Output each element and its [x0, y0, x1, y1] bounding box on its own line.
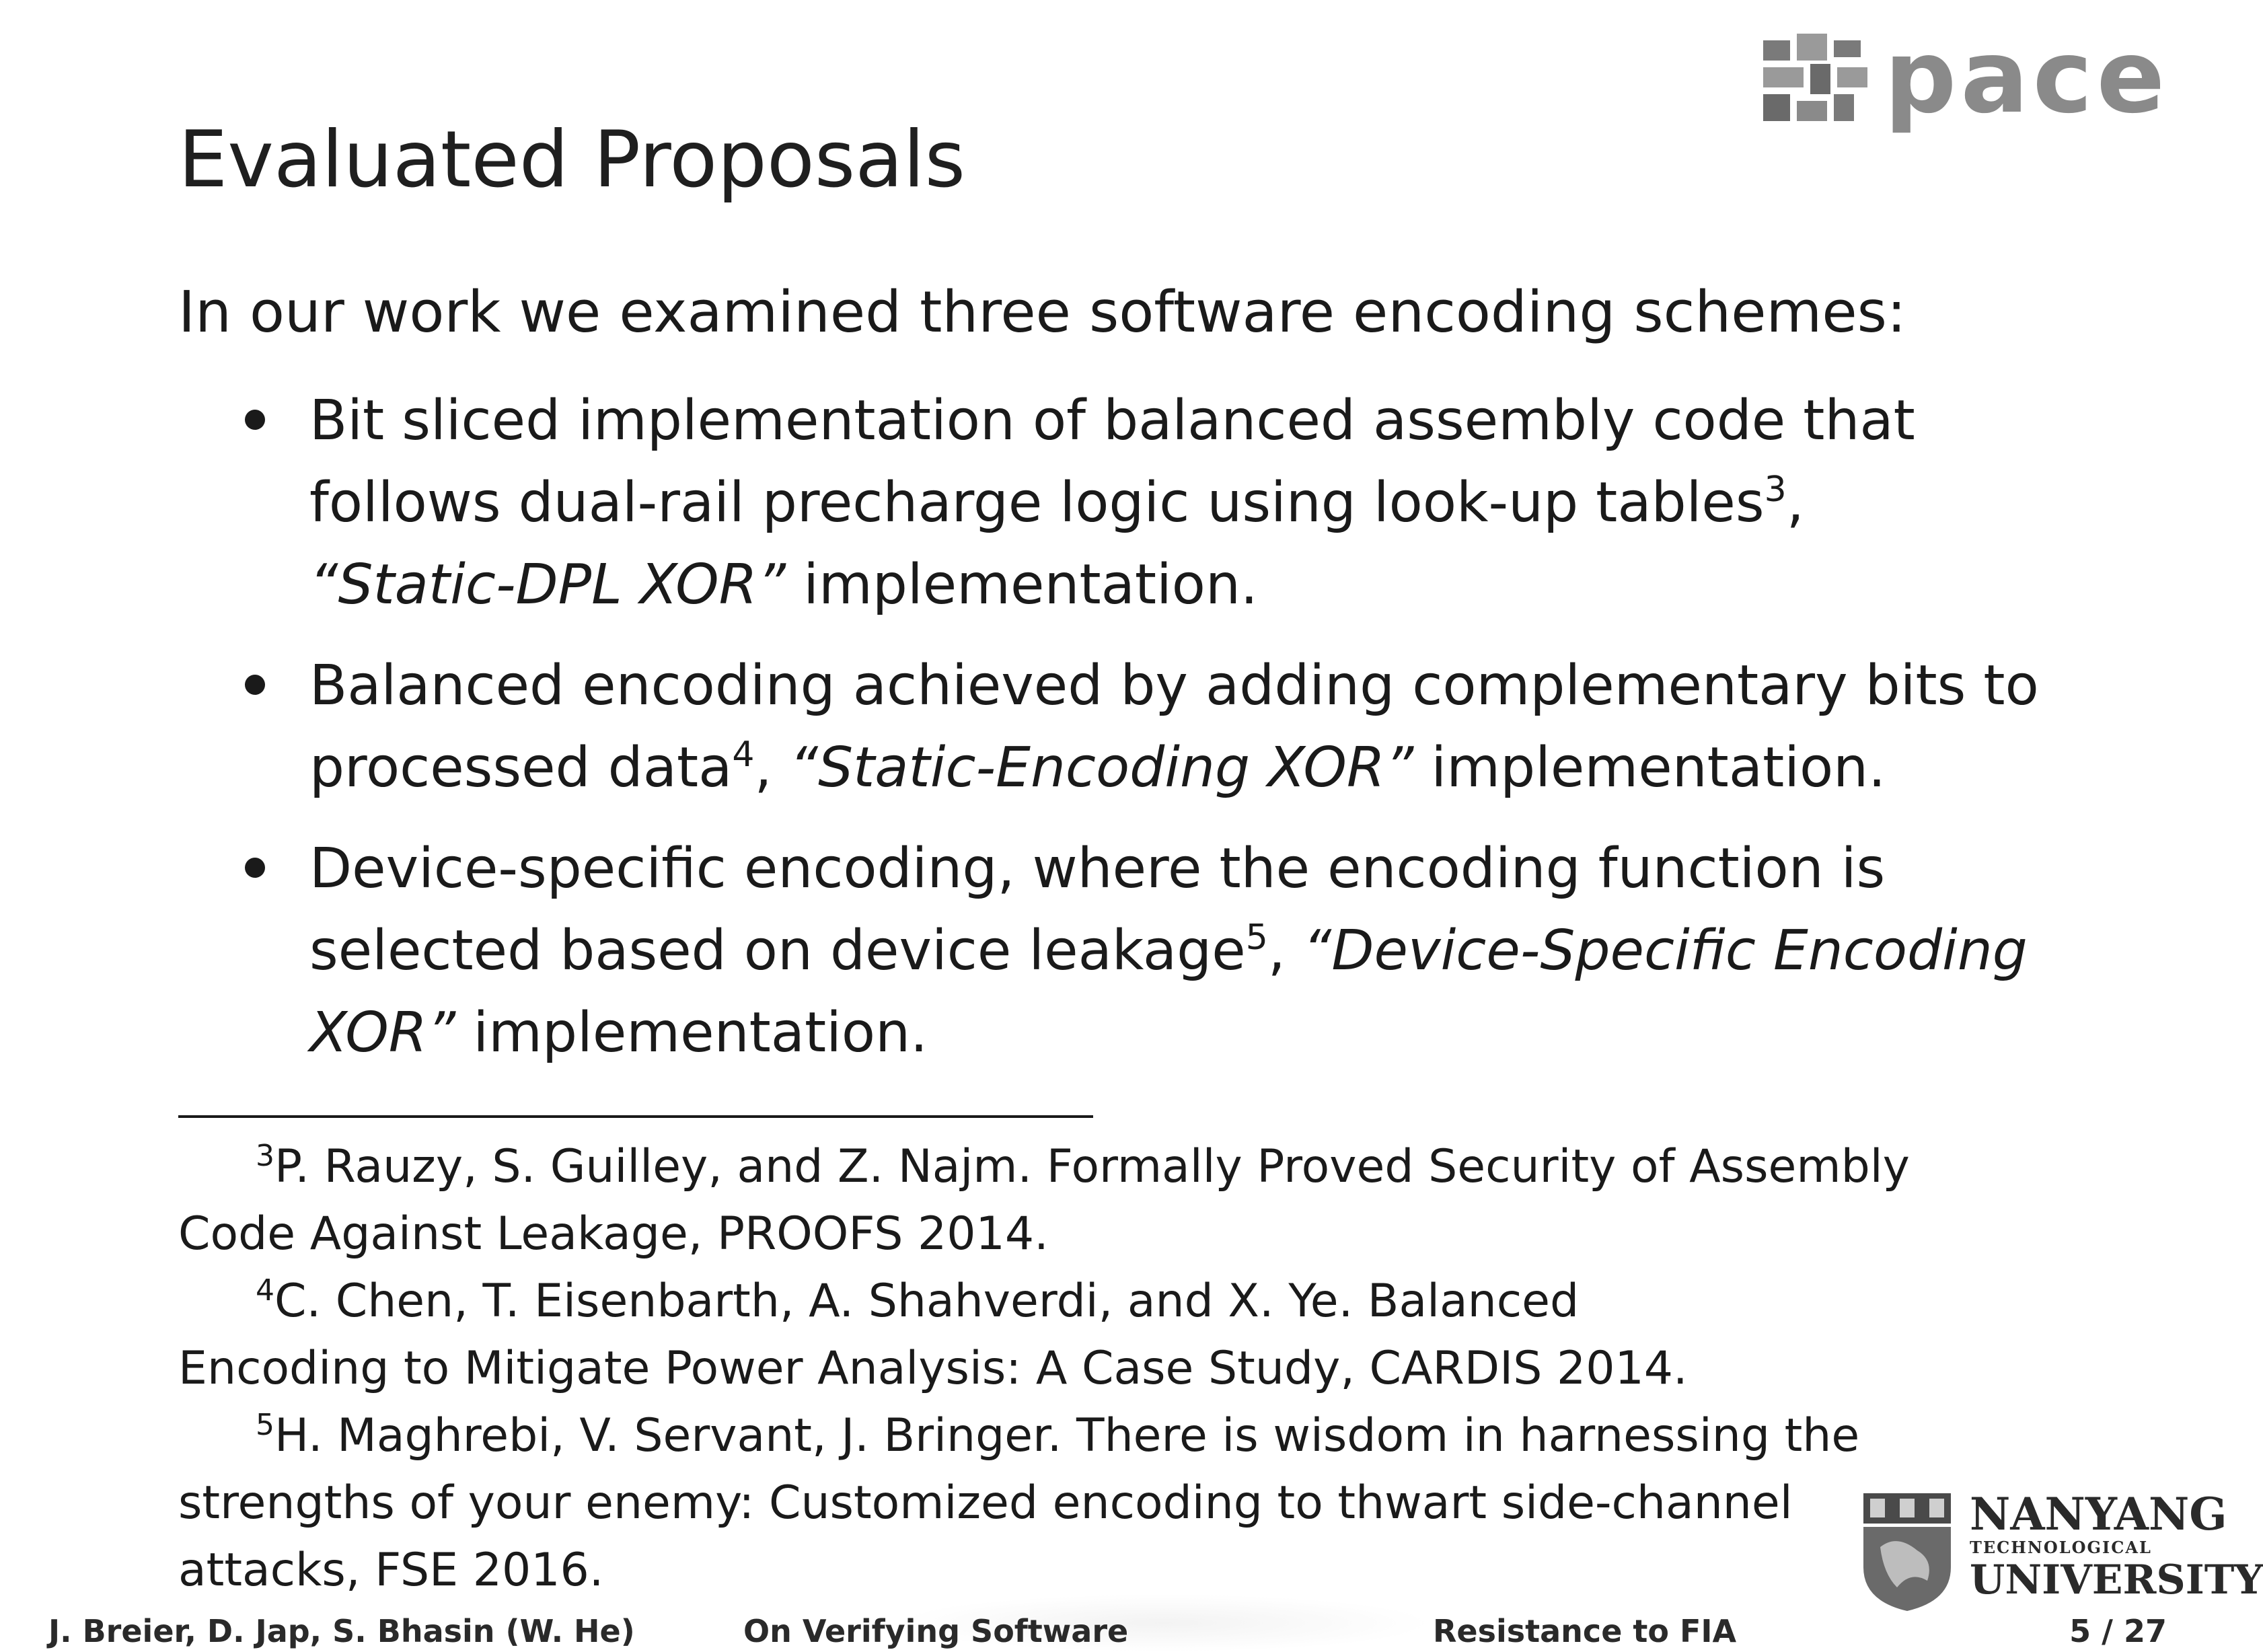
intro-text: In our work we examined three software encoding schemes:: [178, 279, 1906, 346]
list-item: [242, 828, 2085, 1074]
pace-logo-icon: [1756, 27, 1878, 128]
footnote-text: C. Chen, T. Eisenbarth, A. Shahverdi, and X. Ye. Balanced: [274, 1275, 1580, 1328]
footer-authors: J. Breier, D. Jap, S. Bhasin (W. He): [48, 1613, 635, 1649]
footer: [0, 1611, 2207, 1652]
scheme-name: “Static-DPL XOR”: [309, 553, 786, 617]
ntu-name-line: UNIVERSITY: [1970, 1556, 2263, 1604]
bullet-line: [309, 544, 2085, 626]
footnote: [178, 1133, 2048, 1268]
scheme-name: XOR”: [309, 1001, 456, 1065]
bullet-line: Bit sliced implementation of balanced assembly code that: [309, 389, 1915, 453]
footnote: [178, 1268, 2048, 1402]
bullet-text: ,: [1786, 471, 1804, 535]
footnote-line: [178, 1268, 2048, 1335]
bullet-list: [242, 380, 2085, 1093]
scheme-name: “Static-Encoding XOR”: [789, 736, 1414, 800]
footnote: [178, 1402, 2048, 1604]
footnote-line: Encoding to Mitigate Power Analysis: A Case Study, CARDIS 2014.: [178, 1342, 1688, 1395]
pace-wordmark: pace: [1884, 19, 2169, 136]
bullet-text: ,: [1267, 919, 1303, 983]
footnote-text: P. Rauzy, S. Guilley, and Z. Najm. Formally Proved Security of Assembly: [274, 1140, 1910, 1193]
bullet-text: ,: [754, 736, 790, 800]
footnotes: [178, 1133, 2048, 1604]
bullet-line: [309, 910, 2085, 992]
list-item: [242, 380, 2085, 626]
bullet-dot-icon: [245, 675, 265, 695]
bullet-dot-icon: [245, 410, 265, 430]
footnote-ref: 4: [732, 735, 755, 775]
footnote-line: [178, 1402, 2048, 1470]
footnote-line: Code Against Leakage, PROOFS 2014.: [178, 1207, 1049, 1261]
footnote-number: 5: [256, 1408, 274, 1442]
footnote-number: 3: [256, 1139, 274, 1173]
pace-logo: [1756, 19, 2187, 136]
ntu-name-line: TECHNOLOGICAL: [1970, 1538, 2152, 1557]
ntu-crest-icon: [1857, 1487, 1958, 1614]
ntu-name-line: NANYANG: [1970, 1488, 2227, 1540]
scheme-name: “Device-Specific Encoding: [1302, 919, 2028, 983]
bullet-line: [309, 992, 2085, 1074]
footnote-number: 4: [256, 1273, 274, 1308]
bullet-line: [309, 462, 2085, 544]
footnote-text: H. Maghrebi, V. Servant, J. Bringer. There is wisdom in harnessing the: [274, 1409, 1860, 1462]
footnote-ref: 3: [1764, 470, 1787, 510]
footer-talk-title: Resistance to FIA: [1433, 1613, 1737, 1649]
footnote-line: [178, 1133, 2048, 1201]
bullet-text: implementation.: [786, 553, 1258, 617]
footnote-line: attacks, FSE 2016.: [178, 1544, 604, 1597]
bullet-text: implementation.: [455, 1001, 928, 1065]
footnote-ref: 5: [1245, 917, 1268, 958]
bullet-text: selected based on device leakage: [309, 919, 1246, 983]
list-item: [242, 645, 2085, 809]
page-title: Evaluated Proposals: [178, 114, 966, 205]
bullet-text: processed data: [309, 736, 733, 800]
page-number: 5 / 27: [2069, 1613, 2167, 1649]
bullet-line: Device-specific encoding, where the encoding function is: [309, 837, 1886, 901]
bullet-line: [309, 727, 2085, 809]
ntu-wordmark: [1970, 1488, 2263, 1604]
bullet-text: implementation.: [1413, 736, 1886, 800]
ntu-logo: [1857, 1487, 2263, 1621]
footnote-divider: [178, 1115, 1093, 1118]
bullet-text: follows dual-rail precharge logic using look-up tables: [309, 471, 1765, 535]
footer-talk-title: On Verifying Software: [743, 1613, 1129, 1649]
bullet-line: Balanced encoding achieved by adding complementary bits to: [309, 654, 2039, 718]
footnote-line: strengths of your enemy: Customized encoding to thwart side-channel: [178, 1476, 1793, 1530]
bullet-dot-icon: [245, 858, 265, 878]
